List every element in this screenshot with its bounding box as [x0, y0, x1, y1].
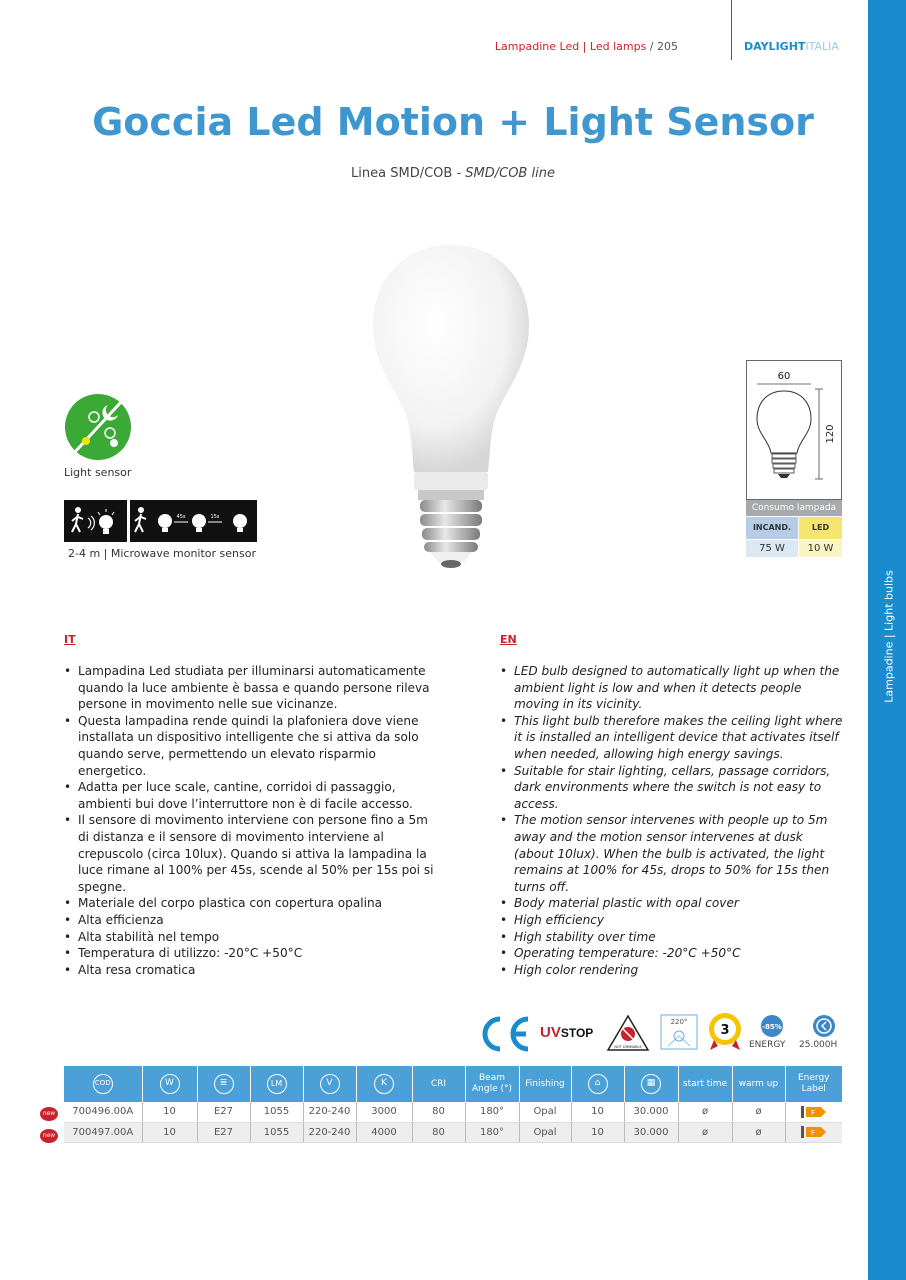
new-badge: new [40, 1129, 58, 1143]
subtitle-it: Linea SMD/COB - [351, 166, 466, 181]
cell-lumen: 1055 [250, 1122, 303, 1142]
cell-socket: E27 [197, 1122, 250, 1142]
lumen-icon: LM [267, 1074, 287, 1094]
light-sensor-label: Light sensor [64, 466, 132, 479]
energy-label-text: ENERGY [749, 1040, 786, 1050]
cell-finishing: Opal [519, 1102, 571, 1122]
energy-saving-icon [760, 1014, 784, 1042]
col-code [64, 1066, 142, 1102]
en-item: • Suitable for stair lighting, cellars, passage corridors, dark environments where the switch is not easy to access. [500, 763, 845, 813]
motion-sensor-icon [64, 500, 127, 542]
it-item: • Alta efficienza [64, 912, 434, 929]
col-pack [571, 1066, 624, 1102]
guarantee-years: 3 [720, 1023, 730, 1038]
package-icon: ⌂ [588, 1074, 608, 1094]
header-category [495, 40, 678, 53]
volt-icon: V [320, 1074, 340, 1094]
dimension-drawing [746, 360, 842, 500]
cell-energy-label [785, 1102, 842, 1122]
socket-icon: ≣ [214, 1074, 234, 1094]
side-tab [874, 570, 900, 710]
col-socket [197, 1066, 250, 1102]
cell-start-time: ø [678, 1102, 732, 1122]
led-value: 10 W [799, 540, 842, 557]
description-en [500, 663, 845, 978]
cell-watt: 10 [142, 1102, 197, 1122]
microwave-sensor-label: 2-4 m | Microwave monitor sensor [68, 547, 256, 560]
guarantee-icon [708, 1012, 742, 1056]
cell-volt: 220-240 [303, 1102, 356, 1122]
it-item: • Temperatura di utilizzo: -20°C +50°C [64, 945, 434, 962]
cell-hours: 30.000 [624, 1102, 678, 1122]
it-item: • Materiale del corpo plastica con copertura opalina [64, 895, 434, 912]
brand-light: ITALIA [805, 40, 839, 53]
cell-beam: 180° [465, 1102, 519, 1122]
cell-energy-label [785, 1122, 842, 1142]
light-sensor-icon [64, 393, 132, 461]
lifetime-hours-text: 25.000H [799, 1040, 838, 1050]
ce-mark-icon [478, 1016, 534, 1056]
certification-icons [470, 1010, 850, 1070]
cell-hours: 30.000 [624, 1122, 678, 1142]
en-item: • This light bulb therefore makes the ceiling light where it is installed an intelligent device that activates itself when needed, allowing high energy savings. [500, 713, 845, 763]
cell-kelvin: 3000 [356, 1102, 412, 1122]
en-item: • LED bulb designed to automatically light up when the ambient light is low and when it detects people moving in its vicinity. [500, 663, 845, 713]
side-tab-label: Lampadine | Light bulbs [882, 570, 896, 703]
en-item: • High efficiency [500, 912, 845, 929]
uv-text: UV [540, 1024, 561, 1041]
en-item: • High color rendering [500, 962, 845, 979]
table-row [64, 1102, 842, 1122]
cell-lumen: 1055 [250, 1102, 303, 1122]
subtitle-en: SMD/COB line [465, 166, 555, 181]
lifetime-hours-icon [812, 1014, 836, 1042]
brand-logo [744, 40, 839, 53]
col-kelvin [356, 1066, 412, 1102]
page-number: / 205 [646, 40, 678, 53]
page-header [0, 40, 868, 60]
code-icon: COD [93, 1074, 113, 1094]
it-item: • Questa lampadina rende quindi la plafoniera dove viene installata un dispositivo intelligente che si attiva da solo quando serve, permettendo un elevato risparmio energetico. [64, 713, 434, 779]
stop-text: STOP [560, 1026, 594, 1040]
timer-45s: 45s [176, 514, 186, 520]
cell-code: 700496.00A [64, 1102, 142, 1122]
en-item: • Body material plastic with opal cover [500, 895, 845, 912]
cell-kelvin: 4000 [356, 1122, 412, 1142]
it-item: • Alta stabilità nel tempo [64, 929, 434, 946]
en-item: • The motion sensor intervenes with people up to 5m away and the motion sensor intervenes at dusk (about 10lux). When the bulb is activated, the light remains at 100% for 45s, drops to 50% for 15s then turns off. [500, 812, 845, 895]
incandescent-label: INCAND. [746, 517, 798, 539]
not-dimmable-text: NOT DIMMABLE [614, 1045, 642, 1049]
page-title: Goccia Led Motion + Light Sensor [92, 100, 814, 144]
cell-finishing: Opal [519, 1122, 571, 1142]
incandescent-value: 75 W [746, 540, 798, 557]
description-it [64, 663, 434, 978]
energy-class-icon [801, 1126, 827, 1138]
it-item: • Adatta per luce scale, cantine, corridoi di passaggio, ambienti bui dove l’interruttore non è di facile accesso. [64, 779, 434, 812]
cell-pack: 10 [571, 1122, 624, 1142]
en-item: • High stability over time [500, 929, 845, 946]
it-heading: IT [64, 633, 76, 646]
energy-class-icon [801, 1106, 827, 1118]
col-beam: Beam Angle (°) [465, 1066, 519, 1102]
uv-stop-icon [540, 1024, 593, 1041]
beam-angle-icon [660, 1014, 698, 1054]
cell-code: 700497.00A [64, 1122, 142, 1142]
energy-percent: -85% [762, 1023, 782, 1031]
hours-icon: ▦ [641, 1074, 661, 1094]
it-item: • Alta resa cromatica [64, 962, 434, 979]
watt-icon: W [160, 1074, 180, 1094]
cell-start-time: ø [678, 1122, 732, 1142]
col-start-time: start time [678, 1066, 732, 1102]
cell-cri: 80 [412, 1102, 465, 1122]
cell-warm-up: ø [732, 1102, 785, 1122]
header-divider [731, 0, 732, 60]
cell-cri: 80 [412, 1122, 465, 1142]
col-watt [142, 1066, 197, 1102]
col-finishing: Finishing [519, 1066, 571, 1102]
cell-beam: 180° [465, 1122, 519, 1142]
energy-class: F [810, 1108, 815, 1117]
dimension-height: 120 [825, 424, 836, 444]
timer-sequence-icon [130, 500, 257, 542]
col-cri: CRI [412, 1066, 465, 1102]
it-item: • Il sensore di movimento interviene con persone fino a 5m di distanza e il sensore di movimento interviene al crepuscolo (circa 10lux). Quando si attiva la lampadina la luce rimane al 100% per 45s, scende al 50% per 15s poi si spegne. [64, 812, 434, 895]
en-item: • Operating temperature: -20°C +50°C [500, 945, 845, 962]
energy-class: F [810, 1129, 815, 1137]
cell-socket: E27 [197, 1102, 250, 1122]
header-category-label: Lampadine Led | Led lamps [494, 40, 647, 53]
beam-angle-text: 220° [670, 1018, 688, 1026]
bulb-image [368, 240, 534, 570]
cell-volt: 220-240 [303, 1122, 356, 1142]
not-dimmable-icon [606, 1014, 650, 1056]
brand-bold: DAYLIGHT [744, 40, 806, 53]
col-lumen [250, 1066, 303, 1102]
timer-15s: 15s [210, 514, 220, 520]
col-energy-label: Energy Label [785, 1066, 842, 1102]
col-warm-up: warm up [732, 1066, 785, 1102]
col-hours [624, 1066, 678, 1102]
spec-table [64, 1066, 842, 1143]
page-subtitle [0, 166, 906, 181]
dimension-width: 60 [777, 371, 791, 382]
led-label: LED [799, 517, 842, 539]
table-row [64, 1122, 842, 1142]
cell-warm-up: ø [732, 1122, 785, 1142]
col-volt [303, 1066, 356, 1102]
cell-watt: 10 [142, 1122, 197, 1142]
en-heading: EN [500, 633, 517, 646]
cell-pack: 10 [571, 1102, 624, 1122]
new-badge: new [40, 1107, 58, 1121]
it-item: • Lampadina Led studiata per illuminarsi automaticamente quando la luce ambiente è bassa e quando persone rileva persone in movimento nelle sue vicinanze. [64, 663, 434, 713]
kelvin-icon: K [374, 1074, 394, 1094]
table-header-row [64, 1066, 842, 1102]
consumption-header: Consumo lampada [746, 500, 842, 516]
